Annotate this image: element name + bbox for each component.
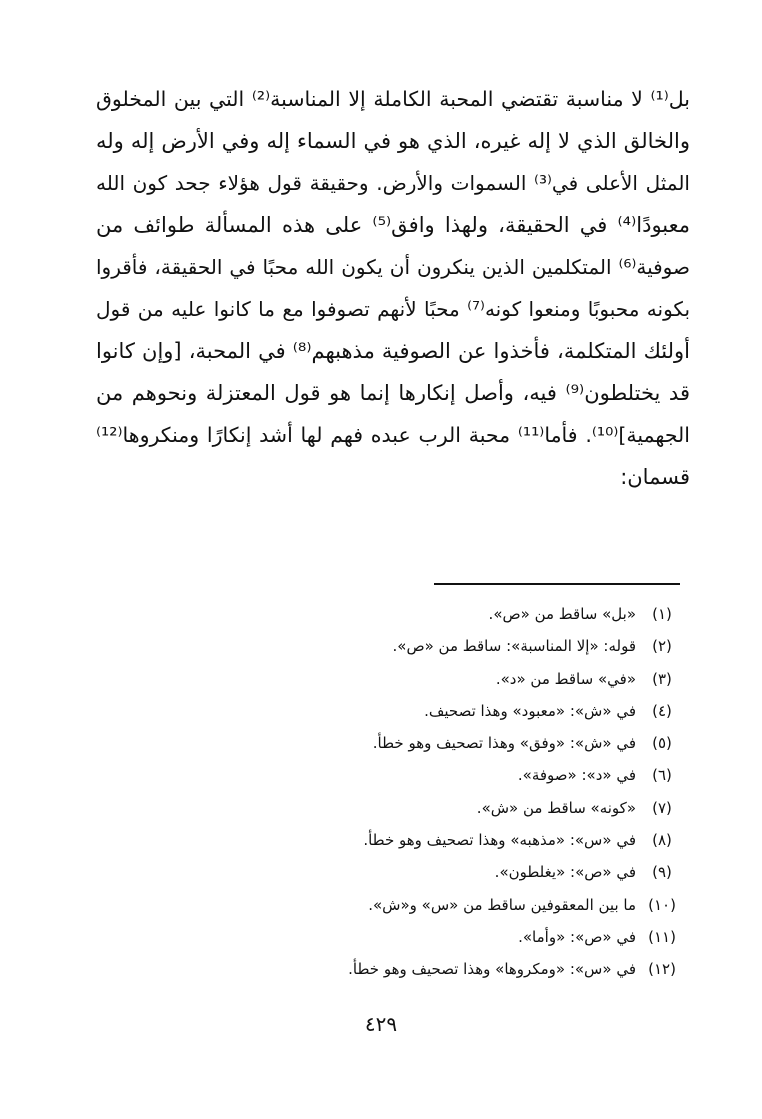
footnote-number: (١١): [648, 927, 676, 946]
footnote-text: قوله: «إلا المناسبة»: ساقط من «ص».: [392, 637, 636, 656]
footnote-item: [120, 824, 680, 856]
footnote-number: (١): [652, 605, 672, 623]
footnote-number: (٩): [652, 863, 672, 882]
footnote-item: [120, 663, 680, 695]
footnote-number: (٢): [652, 637, 672, 656]
footnote-text: في «ص»: «يغلطون».: [494, 863, 636, 882]
footnote-text: ما بين المعقوفين ساقط من «س» و«ش».: [368, 895, 636, 914]
footnote-number: (١٠): [648, 895, 676, 914]
footnote-number: (٦): [652, 766, 672, 785]
footnote-item: [120, 630, 680, 662]
footnote-text: «كونه» ساقط من «ش».: [476, 798, 636, 817]
text-line: المثل الأعلى في⁽³⁾ السموات والأرض. وحقيقة قول هؤلاء جحد كون الله: [96, 171, 690, 195]
text-line: قد يختلطون⁽⁹⁾ فيه، وأصل إنكارها إنما هو قول المعتزلة ونحوهم من: [96, 381, 690, 405]
text-line: أولئك المتكلمة، فأخذوا عن الصوفية مذهبهم⁽⁸⁾ في المحبة، [وإن كانوا: [96, 339, 690, 363]
main-text-block: [96, 78, 690, 498]
footnote-number: (٣): [652, 669, 672, 688]
footnote-text: في «س»: «ومكروها» وهذا تصحيف وهو خطأ.: [348, 960, 636, 979]
text-line-last: قسمان:: [620, 465, 690, 489]
footnote-number: (١٢): [648, 960, 676, 979]
footnote-item: [120, 792, 680, 824]
text-line: بكونه محبوبًا ومنعوا كونه⁽⁷⁾ محبًا لأنهم تصوفوا مع ما كانوا عليه من قول: [96, 297, 691, 321]
footnote-item: [120, 727, 680, 759]
text-line: بل⁽¹⁾ لا مناسبة تقتضي المحبة الكاملة إلا المناسبة⁽²⁾ التي بين المخلوق: [96, 87, 690, 111]
footnote-item: [120, 856, 680, 888]
footnote-text: «في» ساقط من «د».: [495, 669, 636, 688]
footnote-separator: [434, 583, 680, 585]
footnote-item: [120, 921, 680, 953]
text-line: الجهمية]⁽¹⁰⁾. فأما⁽¹¹⁾ محبة الرب عبده فهم لها أشد إنكارًا ومنكروها⁽¹²⁾: [96, 423, 690, 447]
page-number: ٤٢٩: [364, 1012, 398, 1036]
footnote-number: (٥): [652, 734, 672, 753]
footnote-text: في «ش»: «وفق» وهذا تصحيف وهو خطأ.: [372, 734, 636, 753]
footnote-number: (٤): [652, 701, 672, 720]
footnote-text: «بل» ساقط من «ص».: [488, 605, 636, 623]
footnote-number: (٨): [652, 831, 672, 850]
footnote-item: [120, 695, 680, 727]
footnote-number: (٧): [652, 798, 672, 817]
footnote-item: [120, 598, 680, 630]
text-line: معبودًا⁽⁴⁾ في الحقيقة، ولهذا وافق⁽⁵⁾ على هذه المسألة طوائف من: [96, 213, 691, 237]
footnote-text: في «د»: «صوفة».: [517, 766, 636, 785]
footnote-text: في «س»: «مذهبه» وهذا تصحيف وهو خطأ.: [363, 831, 636, 850]
footnote-item: [120, 953, 680, 985]
footnote-text: في «ش»: «معبود» وهذا تصحيف.: [424, 701, 636, 720]
footnote-item: [120, 889, 680, 921]
footnote-item: [120, 759, 680, 791]
text-line: والخالق الذي لا إله غيره، الذي هو في السماء إله وفي الأرض إله وله: [96, 129, 690, 153]
text-line: صوفية⁽⁶⁾ المتكلمين الذين ينكرون أن يكون الله محبًا في الحقيقة، فأقروا: [96, 255, 690, 279]
footnote-text: في «ص»: «وأما».: [518, 927, 636, 946]
footnotes-list: [120, 598, 680, 986]
